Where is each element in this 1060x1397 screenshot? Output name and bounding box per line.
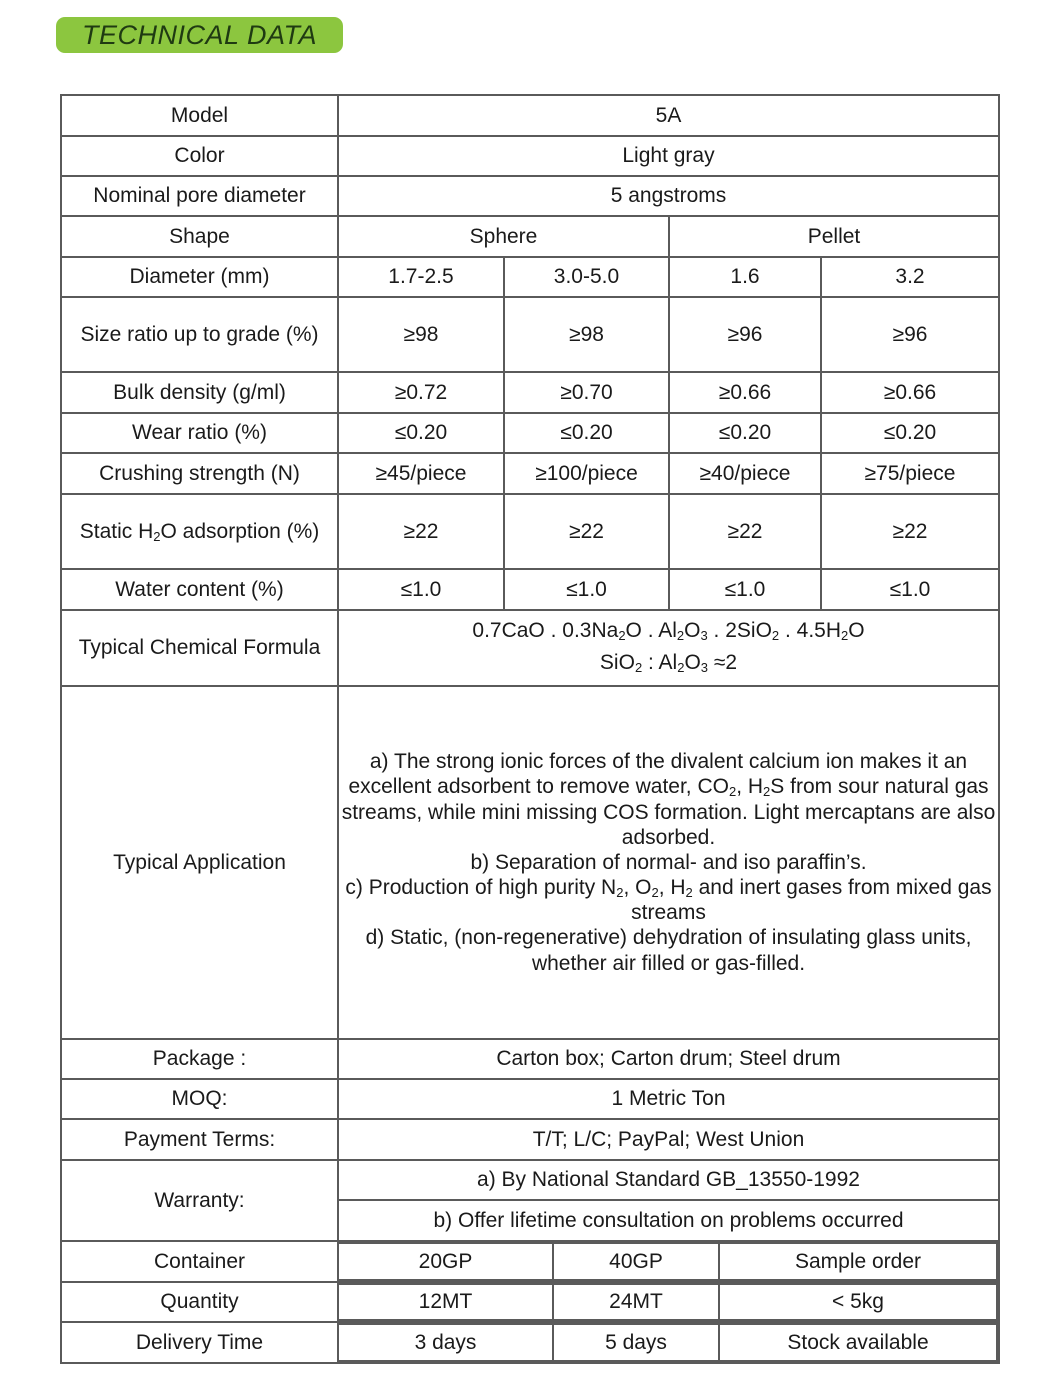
row-warranty-a [61, 1160, 999, 1200]
application-text: c) Production of high purity N [345, 876, 617, 900]
value-container: Sample order [719, 1243, 997, 1280]
formula-text: O [684, 651, 701, 674]
application-sub: 2 [616, 885, 624, 901]
value-warranty-a: a) By National Standard GB_13550-1992 [338, 1160, 999, 1200]
formula-sub: 2 [634, 660, 643, 675]
row-static-adsorption [61, 494, 999, 569]
technical-data-table [60, 94, 1000, 1364]
label-container: Container [61, 1241, 338, 1282]
row-diameter [61, 257, 999, 297]
label-typical-application: Typical Application [61, 686, 338, 1039]
value-crushing-strength: ≥40/piece [669, 453, 821, 494]
value-warranty-b: b) Offer lifetime consultation on problems occurred [338, 1200, 999, 1241]
value-diameter: 1.7-2.5 [338, 257, 504, 297]
value-model: 5A [338, 95, 999, 136]
row-container [61, 1241, 999, 1282]
value-quantity: < 5kg [719, 1284, 997, 1320]
label-diameter: Diameter (mm) [61, 257, 338, 297]
row-moq [61, 1079, 999, 1119]
formula-text: SiO [599, 651, 635, 674]
value-bulk-density: ≥0.72 [338, 372, 504, 413]
formula-sub: 2 [618, 628, 626, 643]
row-payment-terms [61, 1119, 999, 1160]
value-color: Light gray [338, 136, 999, 176]
application-text: , H [736, 775, 764, 799]
row-bulk-density [61, 372, 999, 413]
formula-text: . 2SiO [707, 619, 772, 642]
label-moq: MOQ: [61, 1079, 338, 1119]
label-static-sub: 2 [153, 528, 161, 544]
value-shape-sphere: Sphere [338, 216, 669, 257]
formula-sub: 3 [700, 660, 709, 675]
row-color [61, 136, 999, 176]
row-crushing-strength [61, 453, 999, 494]
formula-text: . 4.5H [779, 619, 842, 642]
value-size-ratio: ≥96 [821, 297, 999, 372]
formula-line-1 [339, 615, 998, 647]
value-moq: 1 Metric Ton [338, 1079, 999, 1119]
label-static-post: O adsorption (%) [160, 519, 320, 543]
value-crushing-strength: ≥100/piece [504, 453, 669, 494]
value-wear-ratio: ≤0.20 [669, 413, 821, 453]
value-size-ratio: ≥96 [669, 297, 821, 372]
value-size-ratio: ≥98 [338, 297, 504, 372]
formula-text: 0.7CaO . 0.3Na [472, 619, 619, 642]
value-water-content: ≤1.0 [821, 569, 999, 610]
value-water-content: ≤1.0 [504, 569, 669, 610]
label-delivery-time: Delivery Time [61, 1322, 338, 1363]
value-bulk-density: ≥0.66 [669, 372, 821, 413]
quantity-values [338, 1282, 999, 1322]
row-quantity [61, 1282, 999, 1322]
row-size-ratio [61, 297, 999, 372]
value-wear-ratio: ≤0.20 [338, 413, 504, 453]
value-bulk-density: ≥0.66 [821, 372, 999, 413]
formula-sub: 2 [841, 628, 849, 643]
application-item-b: b) Separation of normal- and iso paraffin’s. [470, 850, 867, 874]
value-delivery-time: 3 days [339, 1324, 553, 1361]
formula-text: O [684, 619, 701, 642]
value-container: 40GP [553, 1243, 719, 1280]
value-wear-ratio: ≤0.20 [504, 413, 669, 453]
value-package: Carton box; Carton drum; Steel drum [338, 1039, 999, 1079]
formula-text: : Al [642, 651, 678, 674]
application-text: , O [623, 876, 652, 900]
delivery-values [338, 1322, 999, 1363]
label-static-pre: Static H [79, 519, 154, 543]
value-crushing-strength: ≥45/piece [338, 453, 504, 494]
label-crushing-strength: Crushing strength (N) [61, 453, 338, 494]
label-size-ratio: Size ratio up to grade (%) [61, 297, 338, 372]
technical-data-badge [56, 17, 343, 53]
value-diameter: 1.6 [669, 257, 821, 297]
formula-sub: 2 [676, 628, 685, 643]
application-text: a) The strong ionic forces of the divalent calcium ion makes it an excellent adsorbent to remove water, CO [348, 750, 968, 799]
row-shape [61, 216, 999, 257]
application-text: and inert gases from mixed gas streams [631, 876, 992, 925]
value-quantity: 12MT [339, 1284, 553, 1320]
value-water-content: ≤1.0 [338, 569, 504, 610]
application-sub: 2 [728, 784, 737, 800]
value-payment-terms: T/T; L/C; PayPal; West Union [338, 1119, 999, 1160]
value-wear-ratio: ≤0.20 [821, 413, 999, 453]
row-typical-application [61, 686, 999, 1039]
label-warranty: Warranty: [61, 1160, 338, 1241]
value-static-adsorption: ≥22 [669, 494, 821, 569]
row-water-content [61, 569, 999, 610]
formula-text: ≈2 [708, 651, 738, 674]
label-pore: Nominal pore diameter [61, 176, 338, 216]
label-shape: Shape [61, 216, 338, 257]
row-chemical-formula [61, 610, 999, 686]
value-typical-application [338, 686, 999, 1039]
label-bulk-density: Bulk density (g/ml) [61, 372, 338, 413]
label-wear-ratio: Wear ratio (%) [61, 413, 338, 453]
badge-title: TECHNICAL DATA [82, 20, 318, 50]
container-values [338, 1241, 999, 1282]
value-static-adsorption: ≥22 [821, 494, 999, 569]
value-bulk-density: ≥0.70 [504, 372, 669, 413]
label-chemical-formula: Typical Chemical Formula [61, 610, 338, 686]
formula-sub: 2 [771, 628, 780, 643]
value-crushing-strength: ≥75/piece [821, 453, 999, 494]
application-item-a [339, 749, 998, 850]
formula-sub: 2 [677, 660, 685, 675]
application-sub: 2 [763, 784, 771, 800]
label-payment-terms: Payment Terms: [61, 1119, 338, 1160]
label-static-adsorption [61, 494, 338, 569]
application-sub: 2 [685, 885, 693, 901]
row-delivery-time [61, 1322, 999, 1363]
value-container: 20GP [339, 1243, 553, 1280]
row-pore [61, 176, 999, 216]
value-water-content: ≤1.0 [669, 569, 821, 610]
value-pore: 5 angstroms [338, 176, 999, 216]
value-static-adsorption: ≥22 [338, 494, 504, 569]
value-static-adsorption: ≥22 [504, 494, 669, 569]
value-diameter: 3.0-5.0 [504, 257, 669, 297]
application-text: , H [658, 876, 686, 900]
application-sub: 2 [651, 885, 659, 901]
formula-sub: 3 [700, 628, 708, 643]
formula-text: O [848, 619, 865, 642]
application-item-d: d) Static, (non-regenerative) dehydration of insulating glass units, whether air filled or gas-filled. [365, 926, 972, 975]
value-chemical-formula [338, 610, 999, 686]
row-package [61, 1039, 999, 1079]
row-model [61, 95, 999, 136]
label-model: Model [61, 95, 338, 136]
value-shape-pellet: Pellet [669, 216, 999, 257]
row-wear-ratio [61, 413, 999, 453]
label-water-content: Water content (%) [61, 569, 338, 610]
application-text: S from sour natural gas streams, while mini missing COS formation. Light mercaptans are also adsorbed. [341, 775, 996, 849]
formula-text: O . Al [625, 619, 677, 642]
label-quantity: Quantity [61, 1282, 338, 1322]
label-package: Package : [61, 1039, 338, 1079]
formula-line-2 [339, 647, 998, 679]
value-diameter: 3.2 [821, 257, 999, 297]
label-color: Color [61, 136, 338, 176]
value-quantity: 24MT [553, 1284, 719, 1320]
value-delivery-time: 5 days [553, 1324, 719, 1361]
value-delivery-time: Stock available [719, 1324, 997, 1361]
value-size-ratio: ≥98 [504, 297, 669, 372]
application-item-c [339, 875, 998, 925]
